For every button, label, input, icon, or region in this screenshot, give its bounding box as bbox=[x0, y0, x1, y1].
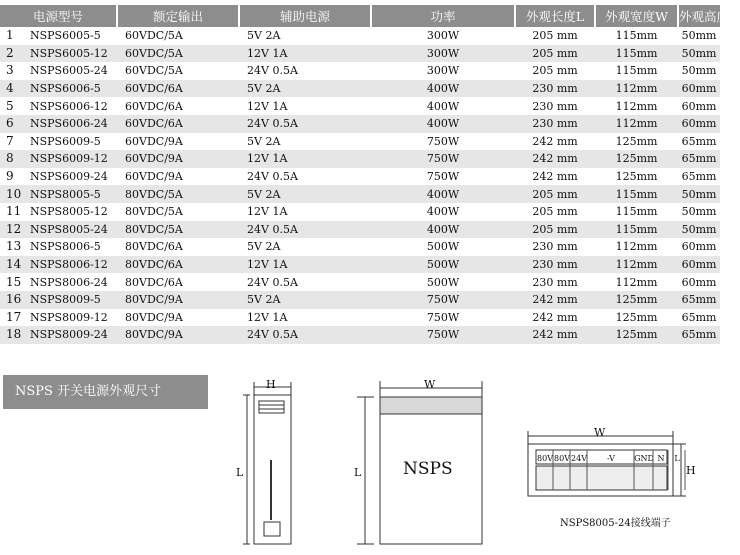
header-aux: 辅助电源 bbox=[239, 5, 371, 27]
row-length: 205 mm bbox=[515, 185, 595, 203]
row-height: 60mm bbox=[678, 80, 720, 98]
row-length: 205 mm bbox=[532, 29, 578, 43]
terminal-label: -V bbox=[607, 454, 615, 463]
row-output: 60VDC/6A bbox=[117, 80, 239, 98]
row-width: 112mm bbox=[595, 115, 678, 133]
row-width: 115mm bbox=[615, 64, 658, 78]
terminal-label: GND bbox=[634, 454, 654, 463]
row-aux: 24V 0.5A bbox=[247, 275, 298, 289]
row-model: NSPS8009-12 bbox=[30, 310, 108, 324]
row-height: 50mm bbox=[678, 185, 720, 203]
row-index: 6 bbox=[0, 115, 28, 133]
row-height: 65mm bbox=[678, 326, 720, 344]
row-output: 60VDC/5A bbox=[125, 64, 183, 78]
row-power: 400W bbox=[371, 185, 515, 203]
side-h-label: H bbox=[266, 378, 276, 391]
row-output: 60VDC/9A bbox=[117, 150, 239, 168]
row-model: NSPS6006-12 bbox=[30, 99, 108, 113]
row-height: 50mm bbox=[681, 29, 717, 43]
terminal-label: 24V bbox=[571, 454, 587, 463]
row-aux: 12V 1A bbox=[247, 310, 288, 324]
row-output: 80VDC/9A bbox=[117, 291, 239, 309]
row-width: 125mm bbox=[595, 326, 678, 344]
row-aux: 5V 2A bbox=[247, 29, 281, 43]
row-model: NSPS8009-24 bbox=[28, 326, 117, 344]
row-length: 242 mm bbox=[515, 326, 595, 344]
header-output: 额定输出 bbox=[117, 5, 239, 27]
row-model: NSPS6009-12 bbox=[28, 150, 117, 168]
header-power: 功率 bbox=[371, 5, 515, 27]
row-length: 205 mm bbox=[515, 221, 595, 239]
row-aux: 24V 0.5A bbox=[247, 64, 298, 78]
row-length: 230 mm bbox=[515, 80, 595, 98]
side-view-drawing bbox=[243, 382, 291, 544]
row-index: 3 bbox=[6, 63, 14, 78]
conn-w-label: W bbox=[594, 426, 606, 439]
row-power: 500W bbox=[426, 275, 460, 289]
row-index: 9 bbox=[6, 169, 14, 184]
row-width: 112mm bbox=[615, 275, 658, 289]
row-length: 230 mm bbox=[532, 275, 578, 289]
row-aux: 12V 1A bbox=[239, 45, 371, 63]
row-aux: 12V 1A bbox=[247, 205, 288, 219]
front-view-terminal-strip bbox=[380, 397, 482, 414]
row-power: 750W bbox=[371, 326, 515, 344]
row-aux: 24V 0.5A bbox=[239, 326, 371, 344]
row-aux: 12V 1A bbox=[239, 150, 371, 168]
row-output: 80VDC/9A bbox=[125, 310, 183, 324]
row-model: NSPS6005-5 bbox=[30, 29, 101, 43]
row-power: 400W bbox=[426, 205, 460, 219]
row-length: 205 mm bbox=[532, 64, 578, 78]
row-power: 750W bbox=[426, 134, 460, 148]
row-width: 115mm bbox=[615, 29, 658, 43]
row-aux: 5V 2A bbox=[239, 185, 371, 203]
row-width: 115mm bbox=[595, 185, 678, 203]
row-width: 125mm bbox=[595, 291, 678, 309]
row-aux: 24V 0.5A bbox=[239, 221, 371, 239]
row-index: 8 bbox=[0, 150, 28, 168]
row-output: 80VDC/6A bbox=[117, 256, 239, 274]
terminal-label: 80V bbox=[537, 454, 553, 463]
row-index: 5 bbox=[6, 98, 14, 113]
row-index: 18 bbox=[0, 326, 28, 344]
row-width: 125mm bbox=[615, 170, 658, 184]
row-power: 750W bbox=[426, 170, 460, 184]
row-index: 4 bbox=[0, 80, 28, 98]
row-length: 230 mm bbox=[532, 240, 578, 254]
row-height: 60mm bbox=[678, 256, 720, 274]
row-output: 80VDC/5A bbox=[117, 185, 239, 203]
row-height: 60mm bbox=[681, 99, 717, 113]
row-index: 1 bbox=[6, 28, 14, 43]
row-width: 125mm bbox=[595, 150, 678, 168]
row-index: 11 bbox=[6, 204, 22, 219]
row-model: NSPS6006-24 bbox=[28, 115, 117, 133]
row-aux: 5V 2A bbox=[239, 291, 371, 309]
row-length: 230 mm bbox=[515, 256, 595, 274]
row-model: NSPS8005-24 bbox=[28, 221, 117, 239]
row-output: 60VDC/5A bbox=[117, 45, 239, 63]
terminal-label: 80V bbox=[554, 454, 570, 463]
row-height: 50mm bbox=[678, 221, 720, 239]
row-aux: 12V 1A bbox=[247, 99, 288, 113]
row-power: 400W bbox=[371, 80, 515, 98]
row-power: 400W bbox=[371, 221, 515, 239]
row-width: 112mm bbox=[615, 240, 658, 254]
header-length: 外观长度L bbox=[515, 5, 595, 27]
row-model: NSPS8006-5 bbox=[30, 240, 101, 254]
row-length: 242 mm bbox=[515, 150, 595, 168]
side-view-logo bbox=[264, 522, 280, 536]
row-length: 230 mm bbox=[532, 99, 578, 113]
row-power: 300W bbox=[371, 45, 515, 63]
row-height: 50mm bbox=[681, 205, 717, 219]
row-index: 17 bbox=[6, 309, 22, 324]
row-output: 60VDC/9A bbox=[125, 170, 183, 184]
row-model: NSPS6005-24 bbox=[30, 64, 108, 78]
row-output: 80VDC/9A bbox=[117, 326, 239, 344]
conn-h-label: H bbox=[686, 464, 696, 477]
terminal-label: N bbox=[657, 454, 665, 463]
row-output: 60VDC/6A bbox=[117, 115, 239, 133]
row-index: 16 bbox=[0, 291, 28, 309]
row-height: 65mm bbox=[678, 150, 720, 168]
header-model: 电源型号 bbox=[0, 5, 117, 27]
row-power: 750W bbox=[371, 291, 515, 309]
row-index: 15 bbox=[6, 274, 22, 289]
row-model: NSPS8006-12 bbox=[28, 256, 117, 274]
row-power: 500W bbox=[371, 256, 515, 274]
row-index: 12 bbox=[0, 221, 28, 239]
row-power: 300W bbox=[426, 29, 460, 43]
row-aux: 24V 0.5A bbox=[247, 170, 298, 184]
row-height: 50mm bbox=[678, 45, 720, 63]
row-output: 60VDC/6A bbox=[125, 99, 183, 113]
row-output: 60VDC/9A bbox=[125, 134, 183, 148]
row-power: 500W bbox=[426, 240, 460, 254]
row-index: 13 bbox=[6, 239, 22, 254]
front-brand-text: NSPS bbox=[403, 459, 453, 479]
row-length: 205 mm bbox=[532, 205, 578, 219]
row-width: 125mm bbox=[615, 310, 658, 324]
row-height: 60mm bbox=[681, 275, 717, 289]
side-l-label: L bbox=[236, 466, 244, 479]
header-width: 外观宽度W bbox=[595, 5, 678, 27]
row-index: 10 bbox=[0, 185, 28, 203]
front-w-label: W bbox=[424, 378, 436, 391]
row-width: 112mm bbox=[595, 80, 678, 98]
row-index: 14 bbox=[0, 256, 28, 274]
row-output: 80VDC/5A bbox=[117, 221, 239, 239]
row-output: 80VDC/6A bbox=[125, 240, 183, 254]
row-power: 400W bbox=[426, 99, 460, 113]
header-height: 外观高度H bbox=[678, 5, 720, 27]
row-output: 80VDC/6A bbox=[125, 275, 183, 289]
row-length: 242 mm bbox=[532, 134, 578, 148]
row-height: 65mm bbox=[681, 170, 717, 184]
row-length: 242 mm bbox=[532, 310, 578, 324]
section-title: NSPS 开关电源外观尺寸 bbox=[3, 375, 208, 409]
row-aux: 5V 2A bbox=[247, 134, 281, 148]
terminal-label: L bbox=[674, 454, 680, 463]
row-aux: 5V 2A bbox=[239, 80, 371, 98]
row-aux: 24V 0.5A bbox=[239, 115, 371, 133]
row-output: 80VDC/5A bbox=[125, 205, 183, 219]
row-length: 230 mm bbox=[515, 115, 595, 133]
row-model: NSPS6006-5 bbox=[28, 80, 117, 98]
row-power: 750W bbox=[426, 310, 460, 324]
row-aux: 12V 1A bbox=[239, 256, 371, 274]
connector-screw-row bbox=[536, 466, 667, 490]
front-l-label: L bbox=[354, 466, 362, 479]
row-height: 60mm bbox=[678, 115, 720, 133]
row-power: 400W bbox=[371, 115, 515, 133]
row-output: 60VDC/5A bbox=[125, 29, 183, 43]
row-model: NSPS8006-24 bbox=[30, 275, 108, 289]
row-model: NSPS6005-12 bbox=[28, 45, 117, 63]
row-width: 115mm bbox=[615, 205, 658, 219]
row-index: 2 bbox=[0, 45, 28, 63]
row-index: 7 bbox=[6, 133, 14, 148]
row-model: NSPS8009-5 bbox=[28, 291, 117, 309]
row-height: 60mm bbox=[681, 240, 717, 254]
row-height: 50mm bbox=[681, 64, 717, 78]
row-height: 65mm bbox=[678, 291, 720, 309]
row-height: 65mm bbox=[681, 310, 717, 324]
row-width: 112mm bbox=[595, 256, 678, 274]
connector-view-drawing bbox=[528, 431, 686, 496]
row-model: NSPS6009-5 bbox=[30, 134, 101, 148]
row-power: 750W bbox=[371, 150, 515, 168]
row-aux: 5V 2A bbox=[247, 240, 281, 254]
row-power: 300W bbox=[426, 64, 460, 78]
row-width: 115mm bbox=[595, 221, 678, 239]
row-height: 65mm bbox=[681, 134, 717, 148]
row-length: 242 mm bbox=[515, 291, 595, 309]
row-width: 115mm bbox=[595, 45, 678, 63]
row-length: 205 mm bbox=[515, 45, 595, 63]
connector-caption: NSPS8005-24接线端子 bbox=[560, 518, 671, 529]
row-model: NSPS8005-12 bbox=[30, 205, 108, 219]
row-model: NSPS8005-5 bbox=[28, 185, 117, 203]
row-model: NSPS6009-24 bbox=[30, 170, 108, 184]
row-length: 242 mm bbox=[532, 170, 578, 184]
row-width: 112mm bbox=[615, 99, 658, 113]
side-view-terminal bbox=[259, 401, 284, 413]
row-width: 125mm bbox=[615, 134, 658, 148]
